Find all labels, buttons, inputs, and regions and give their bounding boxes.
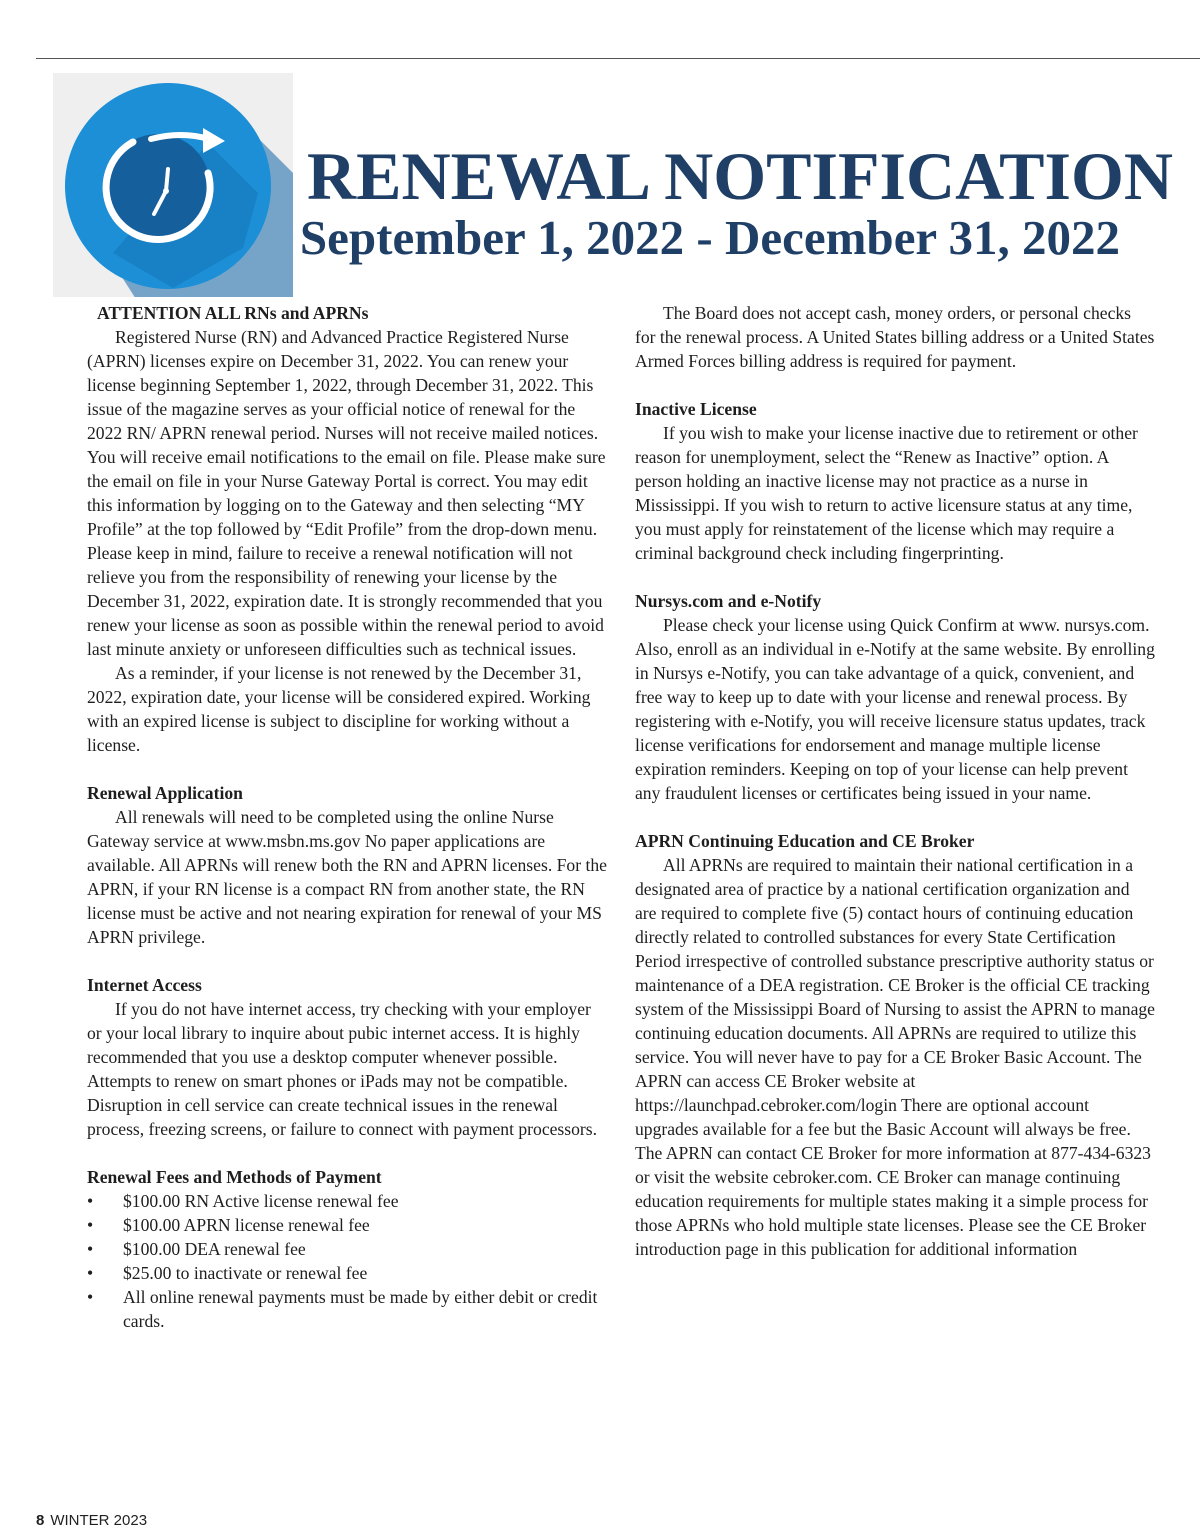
renewal-clock-graphic xyxy=(53,73,293,297)
bullet-icon: • xyxy=(87,1239,94,1259)
nursys-paragraph: Please check your license using Quick Confirm at www. nursys.com. Also, enroll as an individual in e-Notify at the same website. By enrolling in Nursys e-Notify, you can take advantage of a quick, convenient, and free way to keep up to date with your license and renewal process. By registering with e-Notify, you will receive licensure status updates, track license verifications for endorsement and manage multiple license expiration reminders. Keeping on top of your license can help prevent any fraudulent licenses or certificates being issued in your name. xyxy=(635,615,1155,803)
bullet-icon: • xyxy=(87,1191,94,1211)
internet-access-heading: Internet Access xyxy=(87,975,202,995)
left-column xyxy=(87,301,607,1333)
fee-item xyxy=(87,1261,607,1285)
page-footer xyxy=(36,1512,147,1529)
bullet-icon: • xyxy=(87,1263,94,1283)
bullet-icon: • xyxy=(87,1287,94,1307)
internet-access-paragraph: If you do not have internet access, try checking with your employer or your local library to inquire about pubic internet access. It is highly recommended that you use a desktop computer whenever possible. Attempts to renew on smart phones or iPads may not be compatible. Disruption in cell service can create technical issues in the renewal process, freezing screens, or failure to connect with payment processors. xyxy=(87,999,598,1139)
fee-text: All online renewal payments must be made by either debit or credit cards. xyxy=(123,1287,598,1331)
renewal-clock-icon xyxy=(53,73,293,297)
page-number: 8 xyxy=(36,1512,45,1529)
fee-item xyxy=(87,1189,607,1213)
renewal-period-subtitle: September 1, 2022 - December 31, 2022 xyxy=(299,210,1121,265)
payment-policy-paragraph: The Board does not accept cash, money orders, or personal checks for the renewal process. A United States billing address or a United States Armed Forces billing address is required for payment. xyxy=(635,303,1155,371)
attention-paragraph-1: Registered Nurse (RN) and Advanced Practice Registered Nurse (APRN) licenses expire on December 31, 2022. You can renew your license beginning September 1, 2022, through December 31, 2022. This issue of the magazine serves as your official notice of renewal for the 2022 RN/ APRN renewal period. Nurses will not receive mailed notices. You will receive email notifications to the email on file. Please make sure the email on file in your Nurse Gateway Portal is correct. You may edit this information by logging on to the Gateway and then selecting “MY Profile” at the top followed by “Edit Profile” from the drop-down menu. Please keep in mind, failure to receive a renewal notification will not relieve you from the responsibility of renewing your license by the December 31, 2022, expiration date. It is strongly recommended that you renew your license as soon as possible within the renewal period to avoid last minute anxiety or unforeseen difficulties such as technical issues. xyxy=(87,327,606,659)
fee-item xyxy=(87,1285,607,1333)
fees-list xyxy=(87,1189,607,1333)
fee-text: $100.00 DEA renewal fee xyxy=(123,1239,306,1259)
page-title: RENEWAL NOTIFICATION xyxy=(307,138,1173,214)
fee-text: $25.00 to inactivate or renewal fee xyxy=(123,1263,368,1283)
fee-item xyxy=(87,1213,607,1237)
attention-paragraph-2: As a reminder, if your license is not renewed by the December 31, 2022, expiration date, your license will be considered expired. Working with an expired license is subject to discipline for working without a license. xyxy=(87,663,591,755)
fee-text: $100.00 APRN license renewal fee xyxy=(123,1215,370,1235)
bullet-icon: • xyxy=(87,1215,94,1235)
inactive-license-heading: Inactive License xyxy=(635,399,757,419)
inactive-license-paragraph: If you wish to make your license inactive due to retirement or other reason for unemployment, select the “Renew as Inactive” option. A person holding an inactive license may not practice as a nurse in Mississippi. If you wish to return to active licensure status at any time, you must apply for reinstatement of the license which may require a criminal background check including fingerprinting. xyxy=(635,423,1138,563)
fee-item xyxy=(87,1237,607,1261)
renewal-application-paragraph: All renewals will need to be completed using the online Nurse Gateway service at www.msbn.ms.gov No paper applications are available. All APRNs will renew both the RN and APRN licenses. For the APRN, if your RN license is a compact RN from another state, the RN license must be active and not nearing expiration for renewal of your MS APRN privilege. xyxy=(87,807,607,947)
ce-broker-heading: APRN Continuing Education and CE Broker xyxy=(635,831,975,851)
attention-heading: ATTENTION ALL RNs and APRNs xyxy=(97,303,369,323)
fee-text: $100.00 RN Active license renewal fee xyxy=(123,1191,399,1211)
fees-heading: Renewal Fees and Methods of Payment xyxy=(87,1167,382,1187)
issue-label: WINTER 2023 xyxy=(50,1512,148,1529)
ce-broker-paragraph: All APRNs are required to maintain their national certification in a designated area of practice by a national certification organization and are required to complete five (5) contact hours of continuing education directly related to controlled substances for every State Certification Period irrespective of controlled substance prescriptive authority status or maintenance of a DEA registration. CE Broker is the official CE tracking system of the Mississippi Board of Nursing to assist the APRN to manage continuing education documents. All APRNs are required to utilize this service. You will never have to pay for a CE Broker Basic Account. The APRN can access CE Broker website at https://launchpad.cebroker.com/login There are optional account upgrades available for a fee but the Basic Account will always be free. The APRN can contact CE Broker for more information at 877-434-6323 or visit the website cebroker.com. CE Broker can manage continuing education requirements for multiple states making it a simple process for those APRNs who hold multiple state licenses. Please see the CE Broker introduction page in this publication for additional information xyxy=(635,855,1155,1259)
top-rule xyxy=(36,58,1200,59)
renewal-application-heading: Renewal Application xyxy=(87,783,243,803)
right-column xyxy=(635,301,1155,1261)
nursys-heading: Nursys.com and e-Notify xyxy=(635,591,822,611)
